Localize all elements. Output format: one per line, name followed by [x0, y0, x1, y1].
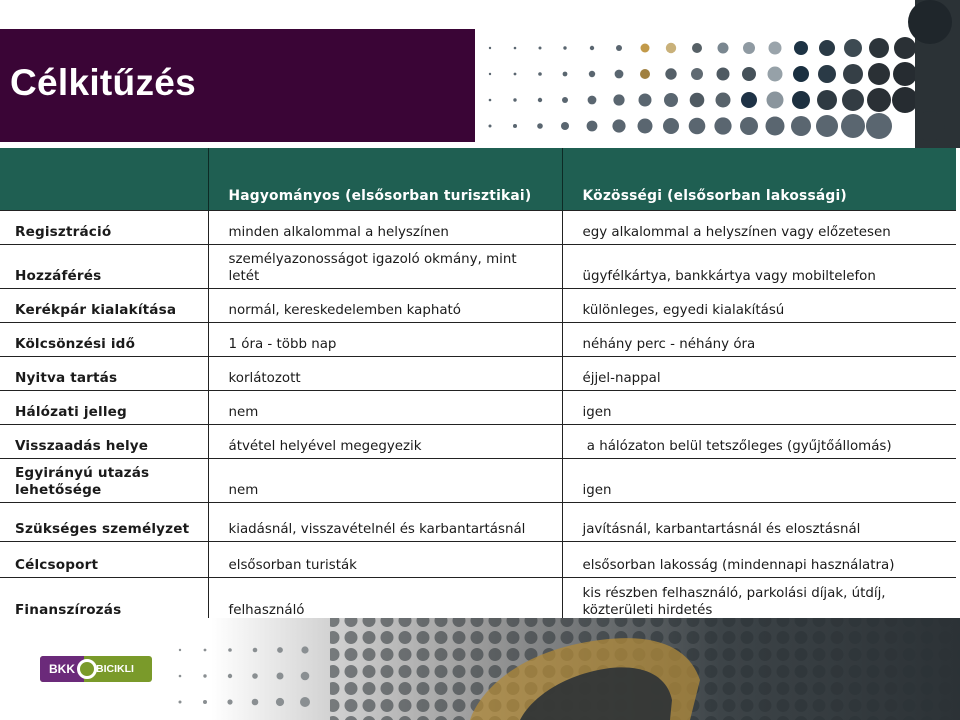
- logo-brand-text: BKK: [40, 656, 84, 682]
- community-cell: néhány perc - néhány óra: [562, 323, 956, 357]
- table-row: [0, 323, 956, 357]
- traditional-cell: minden alkalommal a helyszínen: [208, 211, 562, 245]
- header-cell-empty: [0, 148, 208, 211]
- row-label: Kerékpár kialakítása: [0, 289, 208, 323]
- table-row: [0, 391, 956, 425]
- table-row: [0, 357, 956, 391]
- table-header-row: [0, 148, 956, 211]
- comparison-table: [0, 148, 956, 618]
- header-cell-traditional: Hagyományos (elsősorban turisztikai): [208, 148, 562, 211]
- traditional-cell: átvétel helyével megegyezik: [208, 425, 562, 459]
- logo-product-text: BICIKLI: [96, 663, 134, 675]
- comparison-table-container: [0, 148, 956, 618]
- community-cell: kis részben felhasználó, parkolási díjak, útdíj, közterületi hirdetés: [562, 578, 956, 619]
- traditional-cell: korlátozott: [208, 357, 562, 391]
- community-cell: a hálózaton belül tetszőleges (gyűjtőállomás): [562, 425, 956, 459]
- slide-title: Célkitűzés: [10, 62, 197, 103]
- table-row: [0, 503, 956, 542]
- row-label: Hozzáférés: [0, 245, 208, 289]
- traditional-cell: kiadásnál, visszavételnél és karbantartásnál: [208, 503, 562, 542]
- traditional-cell: normál, kereskedelemben kapható: [208, 289, 562, 323]
- row-label: Nyitva tartás: [0, 357, 208, 391]
- community-cell: ügyfélkártya, bankkártya vagy mobiltelefon: [562, 245, 956, 289]
- table-row: [0, 245, 956, 289]
- traditional-cell: személyazonosságot igazoló okmány, mint letét: [208, 245, 562, 289]
- community-cell: javításnál, karbantartásnál és elosztásnál: [562, 503, 956, 542]
- bkk-bicikli-logo: [40, 656, 152, 682]
- community-cell: igen: [562, 391, 956, 425]
- row-label: Visszaadás helye: [0, 425, 208, 459]
- header-cell-community: Közösségi (elsősorban lakossági): [562, 148, 956, 211]
- traditional-cell: nem: [208, 391, 562, 425]
- table-row: [0, 459, 956, 503]
- traditional-cell: 1 óra - több nap: [208, 323, 562, 357]
- row-label: Egyirányú utazás lehetősége: [0, 459, 208, 503]
- logo-ring-icon: [77, 659, 97, 679]
- community-cell: különleges, egyedi kialakítású: [562, 289, 956, 323]
- community-cell: igen: [562, 459, 956, 503]
- table-row: [0, 211, 956, 245]
- table-row: [0, 289, 956, 323]
- traditional-cell: elsősorban turisták: [208, 542, 562, 578]
- traditional-cell: felhasználó: [208, 578, 562, 619]
- row-label: Szükséges személyzet: [0, 503, 208, 542]
- community-cell: egy alkalommal a helyszínen vagy előzetesen: [562, 211, 956, 245]
- row-label: Kölcsönzési idő: [0, 323, 208, 357]
- table-row: [0, 578, 956, 619]
- row-label: Célcsoport: [0, 542, 208, 578]
- table-row: [0, 542, 956, 578]
- row-label: Regisztráció: [0, 211, 208, 245]
- community-cell: éjjel-nappal: [562, 357, 956, 391]
- row-label: Finanszírozás: [0, 578, 208, 619]
- community-cell: elsősorban lakosság (mindennapi használatra): [562, 542, 956, 578]
- traditional-cell: nem: [208, 459, 562, 503]
- table-row: [0, 425, 956, 459]
- top-right-dot-pattern: [489, 0, 960, 148]
- row-label: Hálózati jelleg: [0, 391, 208, 425]
